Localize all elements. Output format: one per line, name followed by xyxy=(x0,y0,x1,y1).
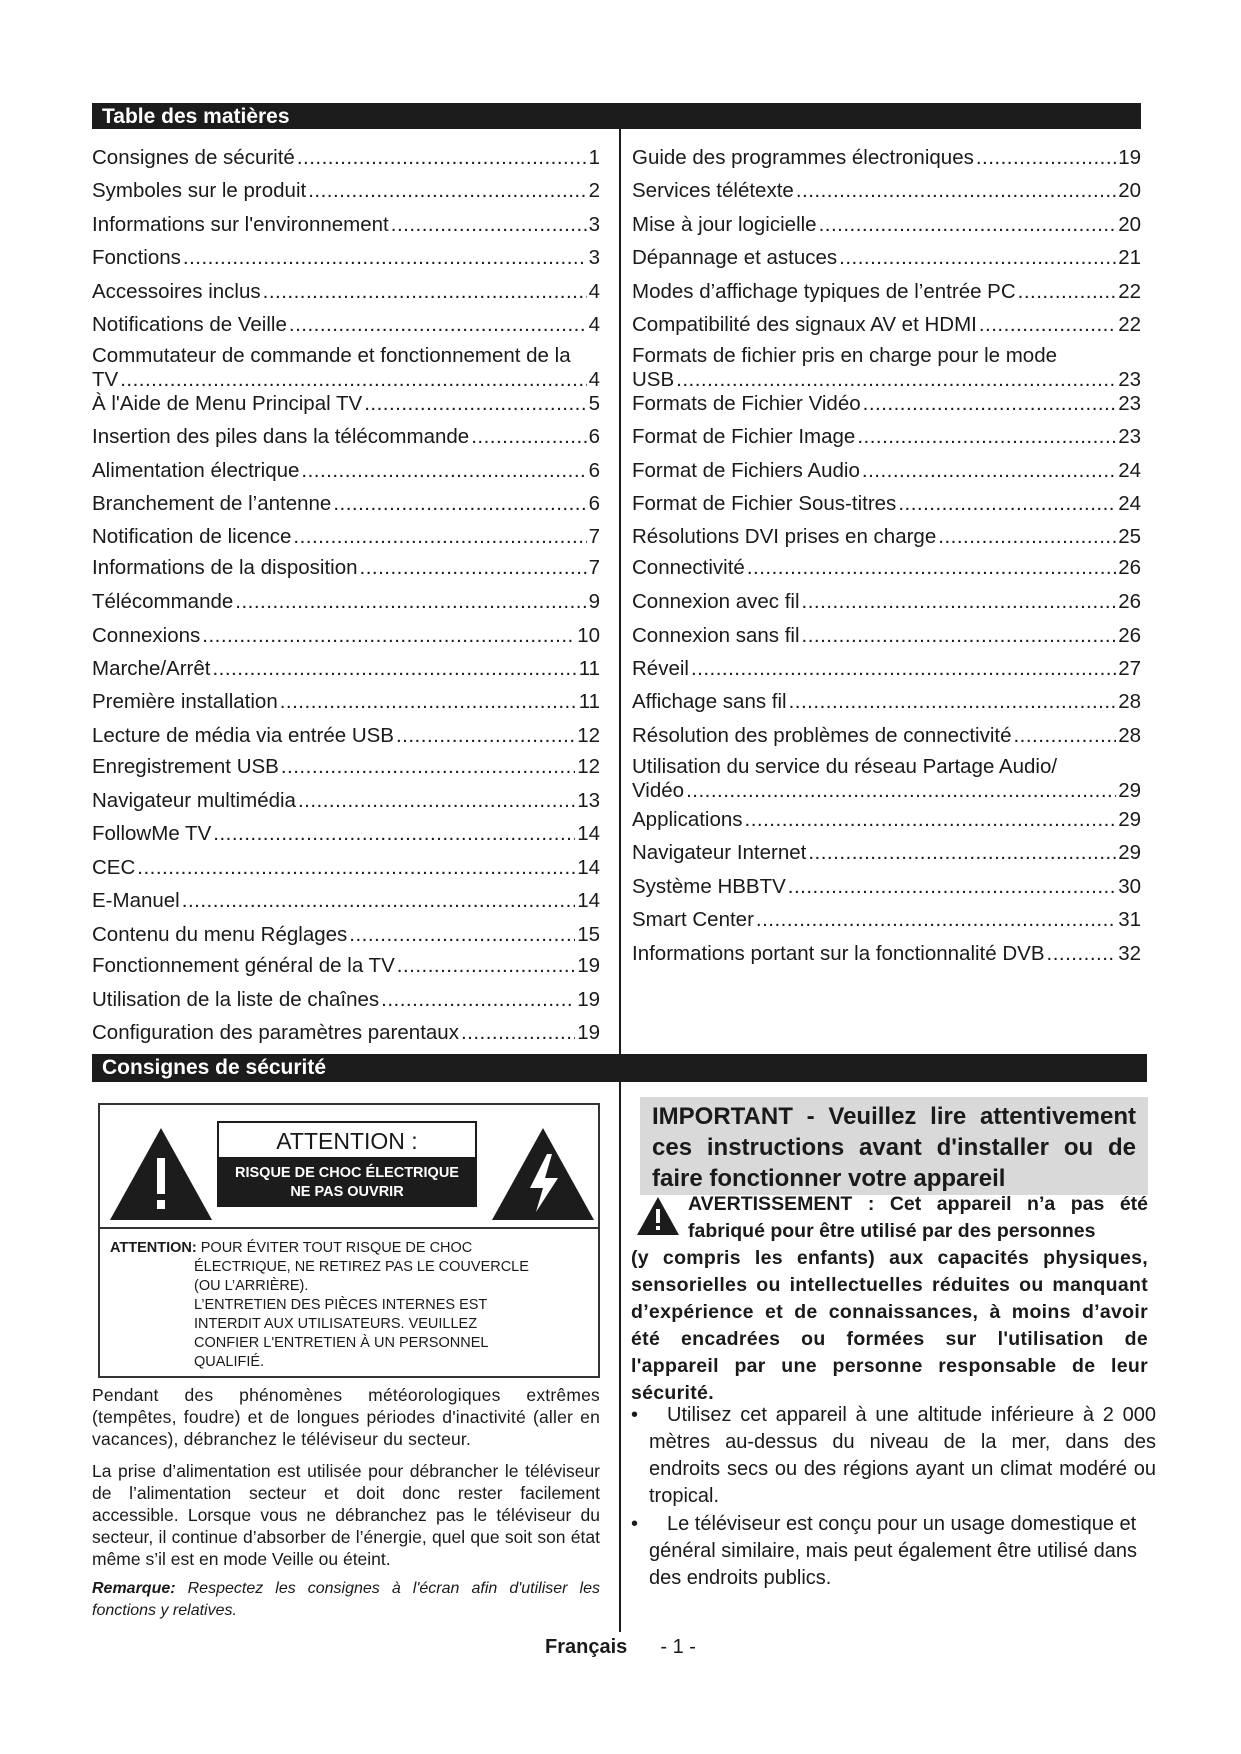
toc-leader-dots xyxy=(202,624,575,648)
toc-entry[interactable] xyxy=(632,179,1141,203)
toc-entry[interactable] xyxy=(92,889,600,913)
toc-entry-title: Compatibilité des signaux AV et HDMI xyxy=(632,313,977,336)
toc-page-number: 29 xyxy=(1118,841,1141,864)
toc-leader-dots xyxy=(280,690,577,714)
toc-entry-title: Affichage sans fil xyxy=(632,690,787,713)
toc-page-number: 3 xyxy=(588,246,600,269)
toc-entry-title: Notifications de Veille xyxy=(92,313,287,336)
toc-page-number: 26 xyxy=(1118,556,1141,579)
toc-entry[interactable] xyxy=(632,280,1141,304)
toc-leader-dots xyxy=(747,556,1116,580)
toc-entry[interactable] xyxy=(92,179,600,203)
attention-box xyxy=(98,1103,600,1378)
toc-entry[interactable] xyxy=(632,459,1141,483)
toc-leader-dots xyxy=(938,525,1116,549)
toc-entry[interactable] xyxy=(632,590,1141,614)
bullet-altitude xyxy=(631,1402,1156,1510)
toc-entry-title: Navigateur multimédia xyxy=(92,789,296,812)
attention-sub2: NE PAS OUVRIR xyxy=(290,1184,404,1200)
toc-entry-title: À l'Aide de Menu Principal TV xyxy=(92,392,363,415)
toc-page-number: 9 xyxy=(588,590,600,613)
toc-page-number: 19 xyxy=(577,1021,600,1044)
toc-entry[interactable] xyxy=(632,392,1141,416)
bullet-dot: • xyxy=(631,1513,639,1535)
toc-leader-dots xyxy=(137,856,575,880)
toc-leader-dots xyxy=(212,657,576,681)
toc-entry[interactable] xyxy=(92,856,600,880)
toc-entry[interactable] xyxy=(92,690,600,714)
toc-leader-dots xyxy=(857,425,1116,449)
toc-entry[interactable] xyxy=(632,624,1141,648)
toc-entry-title: Formats de Fichier Vidéo xyxy=(632,392,861,415)
toc-entry-title: Format de Fichier Image xyxy=(632,425,856,448)
note-text: Respectez les consignes à l'écran afin d'utiliser les fonctions y relatives. xyxy=(92,1580,600,1619)
toc-leader-dots xyxy=(182,889,575,913)
toc-entry-title: Lecture de média via entrée USB xyxy=(92,724,394,747)
toc-page-number: 3 xyxy=(588,213,600,236)
toc-leader-dots xyxy=(756,908,1116,932)
caution-line: L’ENTRETIEN DES PIÈCES INTERNES EST xyxy=(194,1297,488,1313)
column-divider xyxy=(619,129,621,1054)
plug-paragraph: La prise d’alimentation est utilisée pour débrancher le téléviseur de l’alimentation secteur et doit donc rester facilement accessible. Lorsque vous ne débranchez pas le téléviseur du secteur, il continue d’absorber de l’énergie, quel que soit son état même s’il est en mode Veille ou éteint. xyxy=(92,1461,600,1569)
toc-page-number: 19 xyxy=(1118,146,1141,169)
toc-entry-title: E-Manuel xyxy=(92,889,180,912)
toc-leader-dots xyxy=(802,590,1117,614)
footer-language: Français xyxy=(545,1636,628,1658)
note-label: Remarque: xyxy=(92,1580,176,1597)
toc-leader-dots xyxy=(808,841,1116,865)
toc-leader-dots xyxy=(691,657,1116,681)
toc-entry[interactable] xyxy=(632,724,1141,748)
toc-entry[interactable] xyxy=(92,556,600,580)
toc-entry[interactable] xyxy=(92,525,600,549)
toc-leader-dots xyxy=(745,808,1117,832)
toc-leader-dots xyxy=(333,492,586,516)
toc-entry[interactable] xyxy=(92,459,600,483)
toc-page-number: 28 xyxy=(1118,724,1141,747)
toc-page-number: 26 xyxy=(1118,590,1141,613)
toc-entry-title: Résolutions DVI prises en charge xyxy=(632,525,937,548)
toc-page-number: 6 xyxy=(588,425,600,448)
toc-leader-dots xyxy=(819,213,1117,237)
toc-page-number: 14 xyxy=(577,889,600,912)
toc-entry-title: Première installation xyxy=(92,690,278,713)
toc-entry-title: Contenu du menu Réglages xyxy=(92,923,348,946)
toc-entry[interactable] xyxy=(92,146,600,170)
toc-entry-title-cont: TV xyxy=(92,368,119,391)
toc-leader-dots xyxy=(397,954,575,978)
toc-leader-dots xyxy=(802,624,1117,648)
caution-label: ATTENTION: xyxy=(110,1240,197,1256)
toc-entry[interactable] xyxy=(632,246,1141,270)
toc-page-number: 31 xyxy=(1118,908,1141,931)
toc-page-number: 25 xyxy=(1118,525,1141,548)
toc-leader-dots xyxy=(349,923,575,947)
toc-entry[interactable] xyxy=(92,1021,600,1045)
toc-leader-dots xyxy=(796,179,1116,203)
toc-entry-title: Connexion avec fil xyxy=(632,590,800,613)
toc-entry-title: Format de Fichiers Audio xyxy=(632,459,860,482)
toc-page-number: 7 xyxy=(588,556,600,579)
toc-entry-title: Connexion sans fil xyxy=(632,624,800,647)
toc-entry-title: Commutateur de commande et fonctionnement de la xyxy=(92,344,571,367)
toc-entry[interactable] xyxy=(632,213,1141,237)
toc-entry[interactable] xyxy=(92,313,600,337)
toc-page-number: 14 xyxy=(577,822,600,845)
toc-page-number: 23 xyxy=(1118,392,1141,415)
toc-entry-title: Insertion des piles dans la télécommande xyxy=(92,425,470,448)
exclamation-warning-icon xyxy=(108,1126,214,1222)
toc-entry-title-cont: USB xyxy=(632,368,675,391)
toc-entry-title: Smart Center xyxy=(632,908,754,931)
toc-entry[interactable] xyxy=(92,425,600,449)
toc-leader-dots xyxy=(293,525,586,549)
attention-title: ATTENTION : xyxy=(276,1128,418,1154)
toc-entry[interactable] xyxy=(92,923,600,947)
toc-entry[interactable] xyxy=(92,213,600,237)
toc-page-number: 5 xyxy=(588,392,600,415)
toc-leader-dots xyxy=(183,246,587,270)
attention-sub1: RISQUE DE CHOC ÉLECTRIQUE xyxy=(235,1165,459,1181)
toc-entry[interactable] xyxy=(632,313,1141,337)
toc-entry-title: Branchement de l’antenne xyxy=(92,492,332,515)
caution-line: INTERDIT AUX UTILISATEURS. VEUILLEZ xyxy=(194,1316,478,1332)
caution-line1: POUR ÉVITER TOUT RISQUE DE CHOC xyxy=(196,1240,473,1256)
toc-entry-title: Formats de fichier pris en charge pour le mode xyxy=(632,344,1058,367)
toc-entry-title: Enregistrement USB xyxy=(92,755,279,778)
toc-entry[interactable] xyxy=(632,908,1141,932)
toc-entry[interactable] xyxy=(92,344,600,392)
toc-leader-dots xyxy=(213,822,575,846)
toc-entry[interactable] xyxy=(92,492,600,516)
warning-rest: (y compris les enfants) aux capacités physiques, sensorielles ou intellectuelles réduites ou manquant d’expérience et de connaissances, à moins d’avoir été encadrées ou formées sur l'utilisation de l'appareil par une personne responsable de leur sécurité. xyxy=(631,1247,1148,1404)
toc-entry-title: Informations portant sur la fonctionnalité DVB xyxy=(632,942,1045,965)
toc-leader-dots xyxy=(120,368,586,392)
toc-leader-dots xyxy=(789,690,1117,714)
toc-page-number: 22 xyxy=(1118,280,1141,303)
footer-page-number: - 1 - xyxy=(660,1636,696,1658)
toc-entry-title: Modes d’affichage typiques de l’entrée PC xyxy=(632,280,1016,303)
caution-text xyxy=(110,1239,590,1372)
toc-entry-title: Fonctionnement général de la TV xyxy=(92,954,395,977)
toc-entry-title: Système HBBTV xyxy=(632,875,786,898)
toc-page-number: 12 xyxy=(577,755,600,778)
toc-entry[interactable] xyxy=(92,624,600,648)
bullet-dot: • xyxy=(631,1404,639,1426)
toc-entry[interactable] xyxy=(92,954,600,978)
toc-leader-dots xyxy=(1047,942,1117,966)
toc-entry-title: CEC xyxy=(92,856,136,879)
toc-leader-dots xyxy=(1018,280,1117,304)
toc-leader-dots xyxy=(976,146,1116,170)
toc-leader-dots xyxy=(298,789,575,813)
toc-page-number: 23 xyxy=(1118,368,1141,391)
toc-leader-dots xyxy=(898,492,1116,516)
caution-line: (OU L’ARRIÈRE). xyxy=(194,1278,309,1294)
toc-entry-title: FollowMe TV xyxy=(92,822,212,845)
toc-entry-title: Fonctions xyxy=(92,246,181,269)
toc-page-number: 13 xyxy=(577,789,600,812)
toc-entry[interactable] xyxy=(632,690,1141,714)
toc-entry-title: Utilisation de la liste de chaînes xyxy=(92,988,380,1011)
toc-leader-dots xyxy=(686,779,1116,803)
toc-leader-dots xyxy=(281,755,575,779)
toc-entry[interactable] xyxy=(92,822,600,846)
toc-leader-dots xyxy=(235,590,586,614)
column-divider-lower xyxy=(619,1082,621,1632)
toc-page-number: 6 xyxy=(588,492,600,515)
toc-entry-title-cont: Vidéo xyxy=(632,779,685,802)
toc-leader-dots xyxy=(396,724,575,748)
toc-entry[interactable] xyxy=(632,344,1141,392)
bullet-text-2: Le téléviseur est conçu pour un usage domestique et général similaire, mais peut également être utilisé dans des endroits publics. xyxy=(649,1513,1138,1589)
toc-entry[interactable] xyxy=(632,525,1141,549)
attention-divider xyxy=(100,1227,598,1229)
toc-entry[interactable] xyxy=(92,392,600,416)
toc-left-column xyxy=(92,0,600,1060)
toc-page-number: 11 xyxy=(578,690,600,713)
toc-leader-dots xyxy=(461,1021,575,1045)
toc-entry[interactable] xyxy=(92,280,600,304)
toc-leader-dots xyxy=(676,368,1116,392)
toc-entry[interactable] xyxy=(92,988,600,1012)
toc-entry-title: Réveil xyxy=(632,657,689,680)
toc-page-number: 21 xyxy=(1118,246,1141,269)
toc-entry-title: Configuration des paramètres parentaux xyxy=(92,1021,459,1044)
attention-subtitle-box xyxy=(217,1159,477,1207)
toc-leader-dots xyxy=(381,988,575,1012)
toc-leader-dots xyxy=(1013,724,1116,748)
toc-entry[interactable] xyxy=(632,808,1141,832)
toc-leader-dots xyxy=(360,556,587,580)
toc-entry-title: Alimentation électrique xyxy=(92,459,300,482)
toc-entry[interactable] xyxy=(632,942,1141,966)
toc-leader-dots xyxy=(391,213,587,237)
toc-page-number: 7 xyxy=(588,525,600,548)
toc-entry-title: Marche/Arrêt xyxy=(92,657,211,680)
toc-leader-dots xyxy=(289,313,587,337)
toc-leader-dots xyxy=(301,459,586,483)
toc-entry-title: Télécommande xyxy=(92,590,234,613)
toc-leader-dots xyxy=(863,392,1117,416)
caution-line: QUALIFIÉ. xyxy=(194,1354,265,1370)
toc-page-number: 26 xyxy=(1118,624,1141,647)
toc-entry[interactable] xyxy=(92,755,600,779)
toc-page-number: 10 xyxy=(577,624,600,647)
bullet-usage xyxy=(631,1511,1158,1592)
toc-page-number: 19 xyxy=(577,988,600,1011)
toc-right-column xyxy=(632,0,1141,1060)
toc-entry-title: Accessoires inclus xyxy=(92,280,261,303)
toc-entry-title: Résolution des problèmes de connectivité xyxy=(632,724,1012,747)
toc-page-number: 29 xyxy=(1118,808,1141,831)
toc-entry[interactable] xyxy=(92,789,600,813)
warning-first: AVERTISSEMENT : Cet appareil n’a pas été fabriqué pour être utilisé par des personnes xyxy=(688,1193,1148,1242)
toc-title: Table des matières xyxy=(102,105,290,128)
toc-page-number: 24 xyxy=(1118,459,1141,482)
toc-page-number: 1 xyxy=(588,146,600,169)
toc-entry-title: Dépannage et astuces xyxy=(632,246,838,269)
toc-page-number: 4 xyxy=(588,280,600,303)
toc-entry[interactable] xyxy=(92,246,600,270)
attention-title-box xyxy=(217,1121,477,1159)
toc-page-number: 4 xyxy=(588,368,600,391)
toc-page-number: 20 xyxy=(1118,213,1141,236)
toc-entry-title: Utilisation du service du réseau Partage Audio/ xyxy=(632,755,1058,778)
bullet-text-1: Utilisez cet appareil à une altitude inférieure à 2 000 mètres au-dessus du niveau de la mer, dans des endroits secs ou des régions ayant un climat modéré ou tropical. xyxy=(649,1404,1156,1507)
footer xyxy=(0,1636,1241,1659)
toc-entry[interactable] xyxy=(632,841,1141,865)
toc-entry-title: Consignes de sécurité xyxy=(92,146,295,169)
toc-entry[interactable] xyxy=(632,425,1141,449)
toc-page-number: 32 xyxy=(1118,942,1141,965)
toc-entry[interactable] xyxy=(632,875,1141,899)
toc-entry-title: Notification de licence xyxy=(92,525,292,548)
toc-entry[interactable] xyxy=(92,724,600,748)
toc-entry-title: Services télétexte xyxy=(632,179,794,202)
toc-leader-dots xyxy=(862,459,1116,483)
toc-entry[interactable] xyxy=(92,590,600,614)
caution-line: ÉLECTRIQUE, NE RETIREZ PAS LE COUVERCLE xyxy=(194,1259,529,1275)
toc-entry-title: Guide des programmes électroniques xyxy=(632,146,974,169)
toc-entry[interactable] xyxy=(632,556,1141,580)
toc-page-number: 15 xyxy=(577,923,600,946)
toc-page-number: 6 xyxy=(588,459,600,482)
toc-page-number: 29 xyxy=(1118,779,1141,802)
toc-page-number: 28 xyxy=(1118,690,1141,713)
toc-page-number: 22 xyxy=(1118,313,1141,336)
toc-leader-dots xyxy=(979,313,1116,337)
note-paragraph xyxy=(92,1578,600,1622)
toc-entry[interactable] xyxy=(632,146,1141,170)
toc-leader-dots xyxy=(364,392,586,416)
toc-entry-title: Navigateur Internet xyxy=(632,841,807,864)
toc-page-number: 11 xyxy=(578,657,600,680)
toc-entry-title: Informations sur l'environnement xyxy=(92,213,389,236)
toc-leader-dots xyxy=(297,146,587,170)
toc-entry-title: Symboles sur le produit xyxy=(92,179,307,202)
toc-entry-title: Mise à jour logicielle xyxy=(632,213,817,236)
toc-page-number: 19 xyxy=(577,954,600,977)
toc-entry[interactable] xyxy=(92,657,600,681)
toc-entry-title: Informations de la disposition xyxy=(92,556,358,579)
caution-line: CONFIER L'ENTRETIEN À UN PERSONNEL xyxy=(194,1335,489,1351)
toc-page-number: 30 xyxy=(1118,875,1141,898)
toc-leader-dots xyxy=(839,246,1116,270)
toc-entry-title: Applications xyxy=(632,808,743,831)
toc-page-number: 20 xyxy=(1118,179,1141,202)
toc-leader-dots xyxy=(308,179,586,203)
toc-page-number: 2 xyxy=(588,179,600,202)
toc-entry-title: Format de Fichier Sous-titres xyxy=(632,492,897,515)
toc-entry[interactable] xyxy=(632,755,1141,803)
toc-entry-title: Connexions xyxy=(92,624,201,647)
lightning-warning-icon xyxy=(490,1126,596,1222)
toc-page-number: 14 xyxy=(577,856,600,879)
toc-page-number: 4 xyxy=(588,313,600,336)
toc-leader-dots xyxy=(263,280,587,304)
toc-leader-dots xyxy=(788,875,1116,899)
toc-entry[interactable] xyxy=(632,657,1141,681)
toc-page-number: 24 xyxy=(1118,492,1141,515)
safety-title-bar xyxy=(92,1054,1147,1082)
toc-page-number: 27 xyxy=(1118,657,1141,680)
safety-title: Consignes de sécurité xyxy=(102,1056,327,1079)
toc-leader-dots xyxy=(471,425,586,449)
toc-entry[interactable] xyxy=(632,492,1141,516)
toc-entry-title: Connectivité xyxy=(632,556,745,579)
warning-triangle-icon xyxy=(636,1196,680,1236)
toc-page-number: 12 xyxy=(577,724,600,747)
toc-page-number: 23 xyxy=(1118,425,1141,448)
storm-paragraph: Pendant des phénomènes météorologiques extrêmes (tempêtes, foudre) et de longues périodes d'inactivité (aller en vacances), débranchez le téléviseur du secteur. xyxy=(92,1385,600,1449)
important-box: IMPORTANT - Veuillez lire attentivement ces instructions avant d'installer ou de faire fonctionner votre appareil xyxy=(640,1097,1148,1195)
